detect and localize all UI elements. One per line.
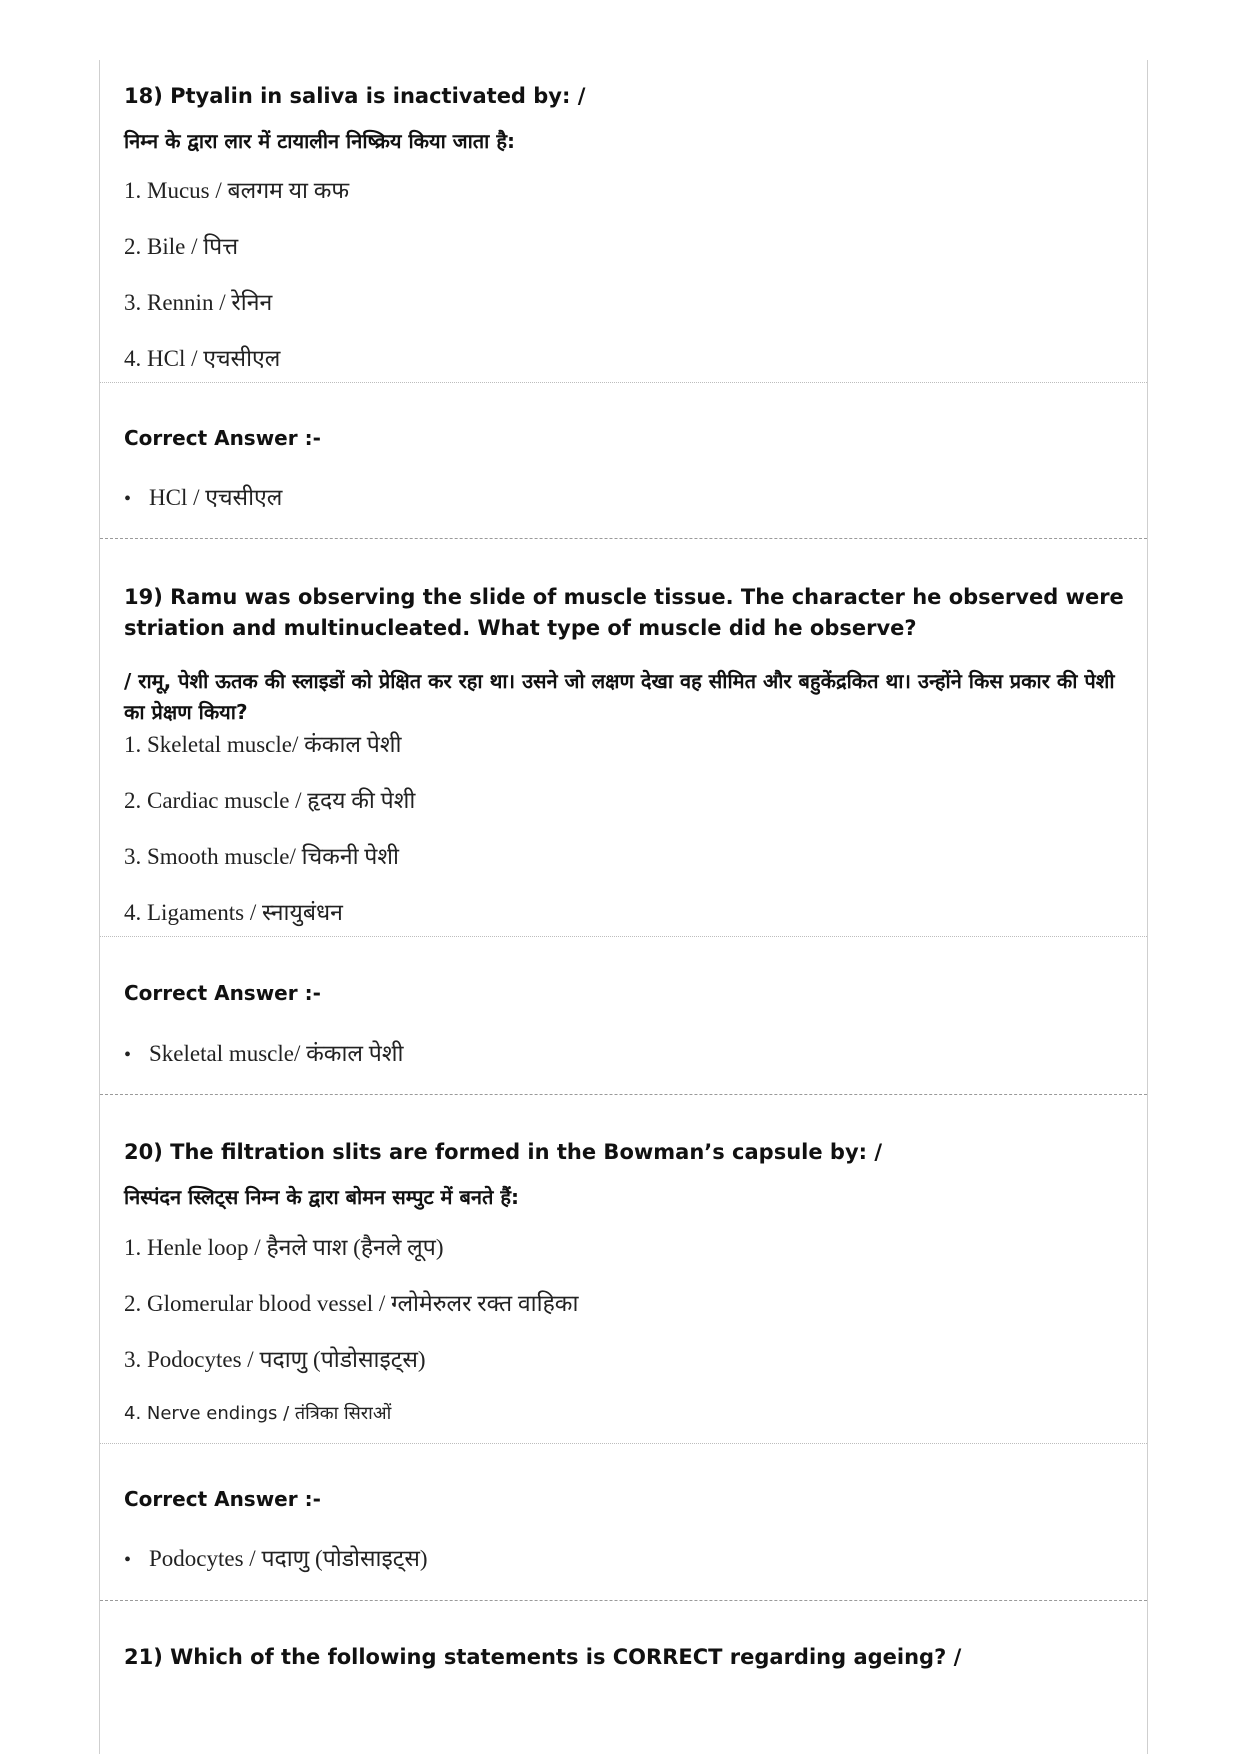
correct-answer-text: Skeletal muscle/ कंकाल पेशी [149, 1041, 404, 1066]
option-4: 4. Nerve endings / तंत्रिका सिराओं [124, 1403, 392, 1424]
option-3: 3. Smooth muscle/ चिकनी पेशी [124, 844, 399, 869]
correct-answer-text: Podocytes / पदाणु (पोडोसाइट्स) [149, 1546, 428, 1571]
question-paper-page [99, 60, 1148, 1754]
option-1: 1. Henle loop / हैनले पाश (हैनले लूप) [124, 1235, 444, 1260]
correct-answer [124, 480, 1124, 512]
bullet-icon: • [124, 1044, 132, 1066]
correct-answer-label: Correct Answer :- [124, 1487, 321, 1511]
question-separator [100, 1600, 1147, 1601]
divider [100, 382, 1147, 383]
divider [100, 1443, 1147, 1444]
question-text: 21) Which of the following statements is CORRECT regarding ageing? / [124, 1645, 962, 1669]
correct-answer-label: Correct Answer :- [124, 426, 321, 450]
question-separator [100, 1094, 1147, 1095]
option-1: 1. Mucus / बलगम या कफ [124, 178, 350, 203]
option-2: 2. Glomerular blood vessel / ग्लोमेरुलर रक्त वाहिका [124, 1291, 579, 1316]
option-3: 3. Podocytes / पदाणु (पोडोसाइट्स) [124, 1347, 426, 1372]
correct-answer [124, 1541, 1124, 1573]
question-text: 20) The filtration slits are formed in the Bowman’s capsule by: / [124, 1140, 883, 1164]
question-text: 19) Ramu was observing the slide of muscle tissue. The character he observed were striation and multinucleated. What type of muscle did he observe? [124, 585, 1124, 640]
question-separator [100, 538, 1147, 539]
option-2: 2. Cardiac muscle / हृदय की पेशी [124, 788, 416, 813]
question-text-hindi: निम्न के द्वारा लार में टायालीन निष्क्रिय किया जाता है: [124, 129, 515, 153]
question-text-hindi: / रामू, पेशी ऊतक की स्लाइडों को प्रेक्षित कर रहा था। उसने जो लक्षण देखा वह सीमित और बहुकेंद्रकित था। उन्होंने किस प्रकार की पेशी का प्रेक्षण किया? [124, 669, 1115, 724]
option-4: 4. Ligaments / स्नायुबंधन [124, 900, 343, 925]
correct-answer-text: HCl / एचसीएल [149, 485, 283, 510]
correct-answer [124, 1036, 1124, 1068]
divider [100, 936, 1147, 937]
correct-answer-label: Correct Answer :- [124, 981, 321, 1005]
option-2: 2. Bile / पित्त [124, 234, 239, 259]
option-4: 4. HCl / एचसीएल [124, 346, 281, 371]
bullet-icon: • [124, 1549, 132, 1571]
option-1: 1. Skeletal muscle/ कंकाल पेशी [124, 732, 402, 757]
bullet-icon: • [124, 488, 132, 510]
question-text: 18) Ptyalin in saliva is inactivated by: / [124, 84, 586, 108]
question-text-hindi: निस्पंदन स्लिट्स निम्न के द्वारा बोमन सम्पुट में बनते हैं: [124, 1185, 519, 1209]
option-3: 3. Rennin / रेनिन [124, 290, 273, 315]
